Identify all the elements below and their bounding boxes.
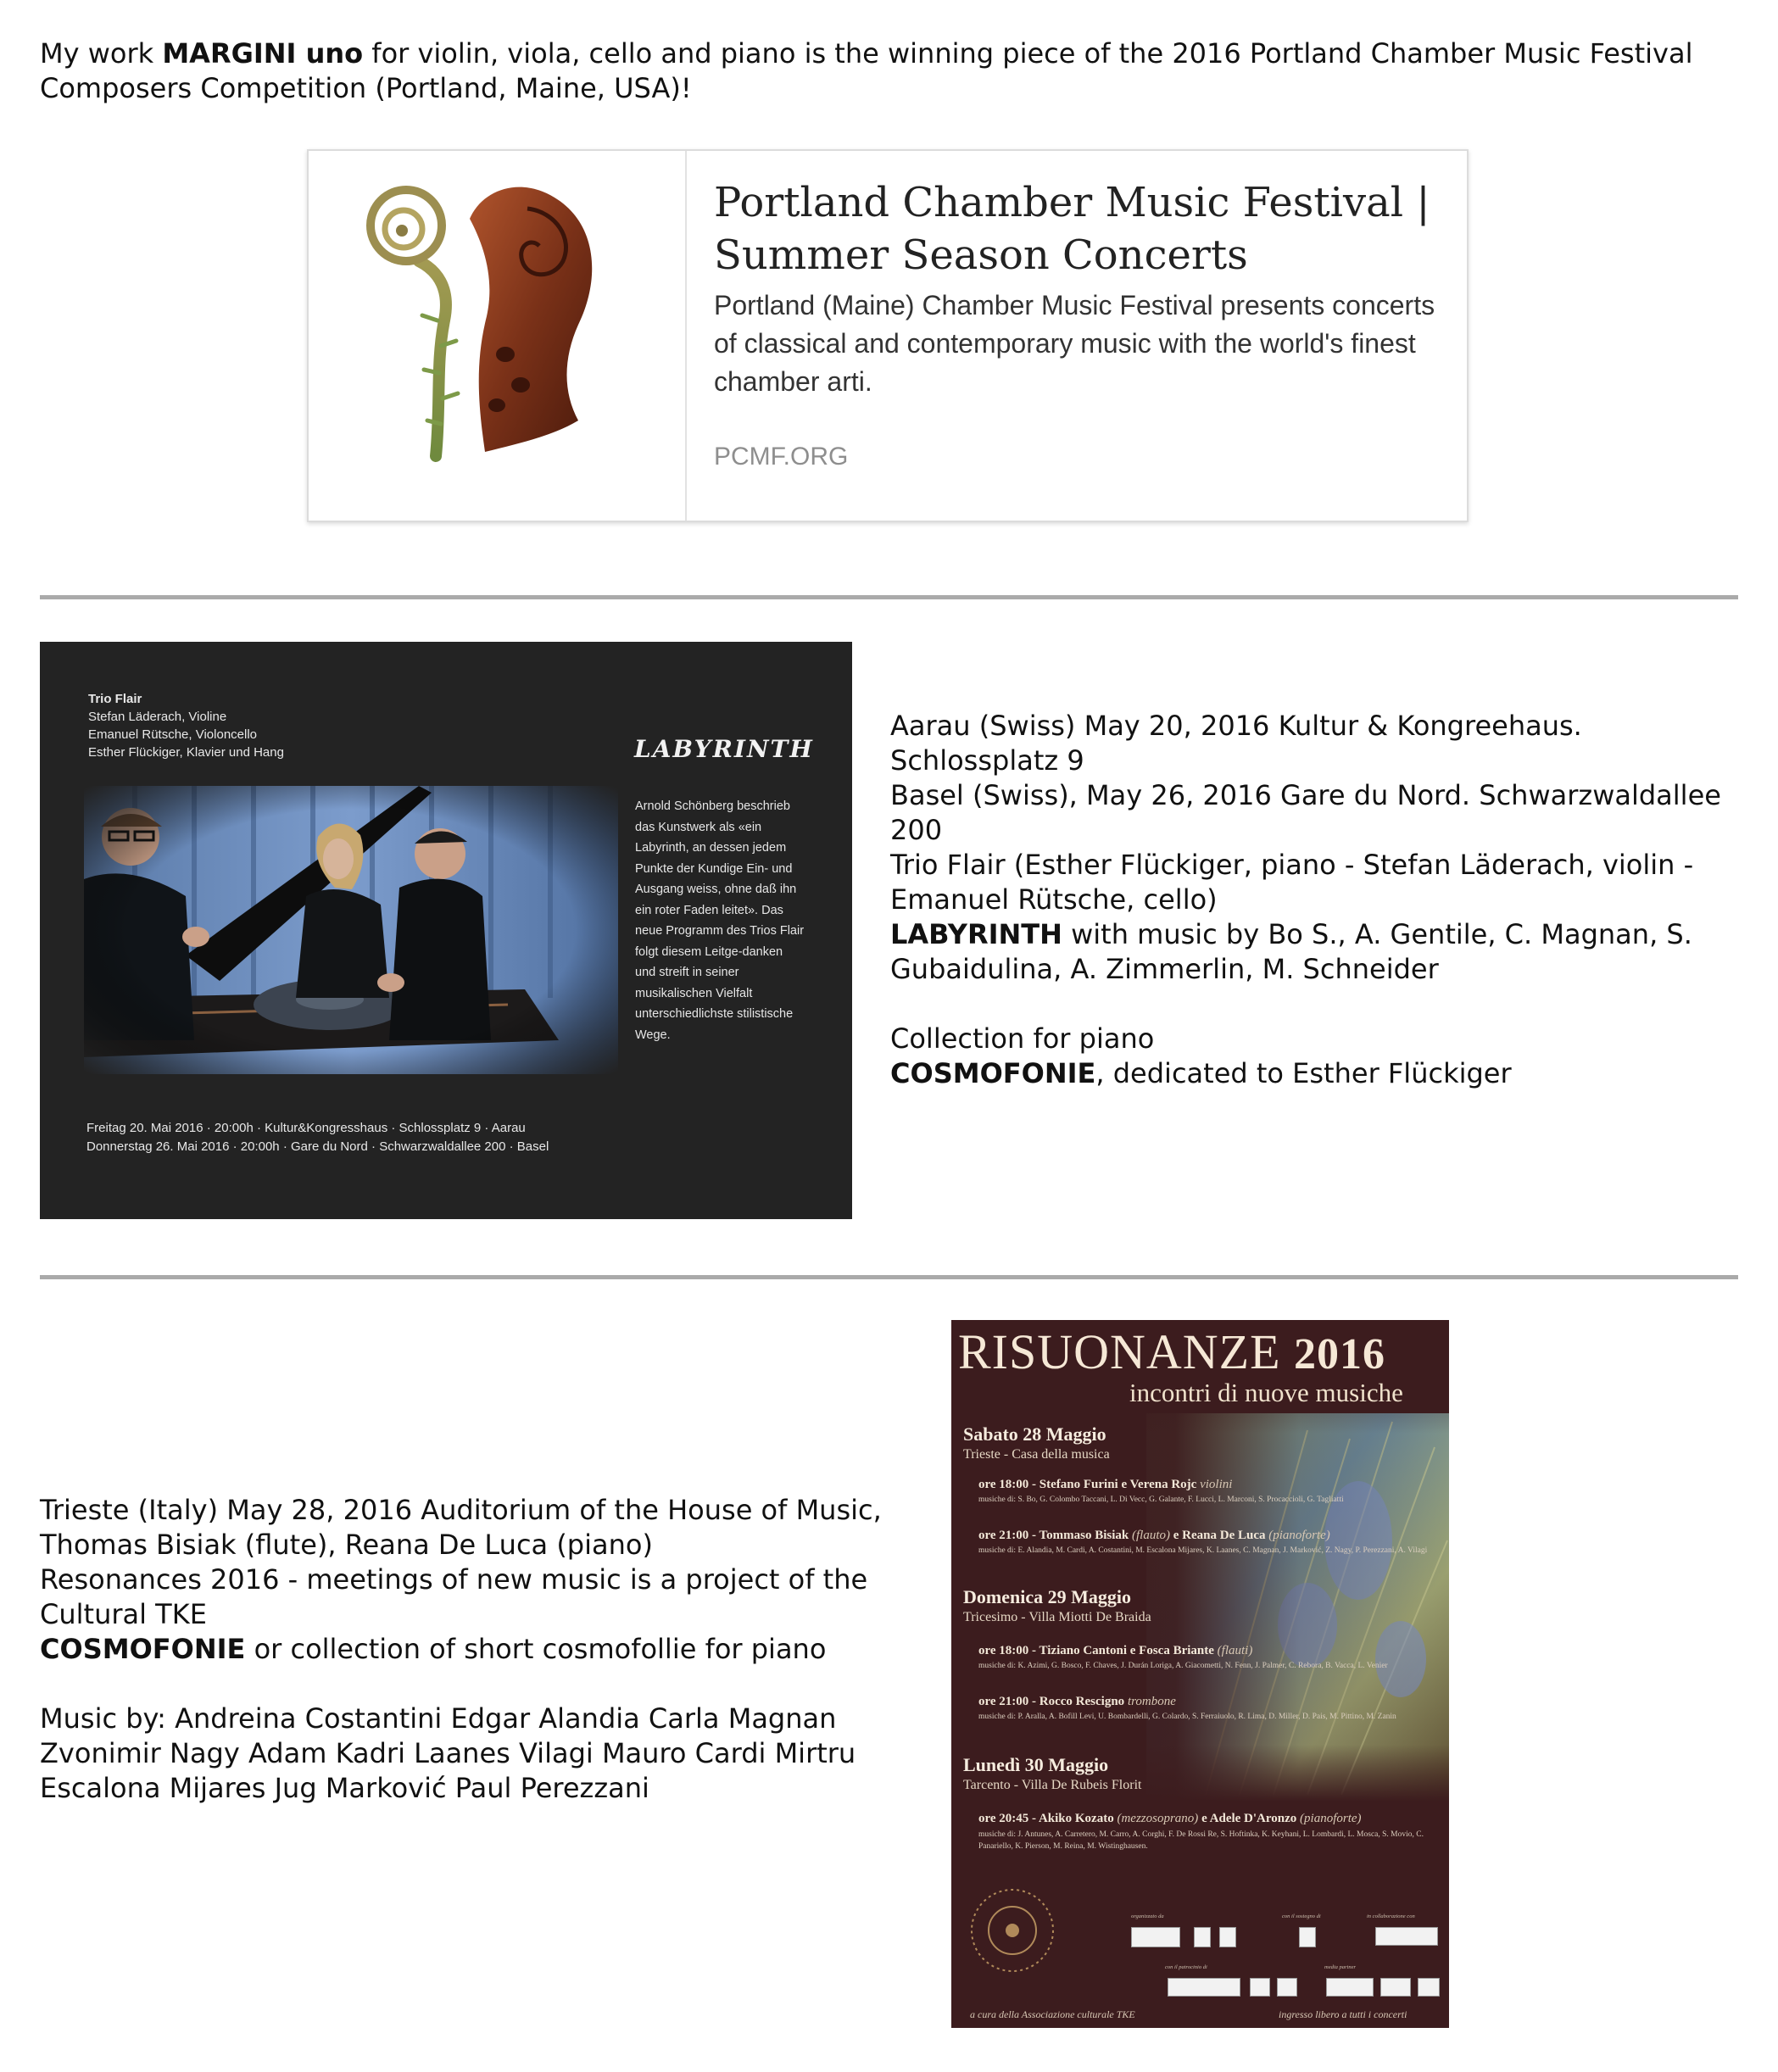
org-label-patrocinio: con il patrocinio di xyxy=(1165,1964,1207,1970)
program-line: LABYRINTH with music by Bo S., A. Gentile, C. Magnan, S. xyxy=(890,918,1692,950)
sponsor-logo-tke xyxy=(1131,1927,1180,1947)
cosmofonie-title: COSMOFONIE xyxy=(890,1057,1096,1089)
day-2-event-1-music: musiche di: K. Azimi, G. Bosco, F. Chaves, J. Durán Loriga, A. Giacometti, N. Fenn, J. Palmer, C. Rebora, B. Vacca, L. Venier xyxy=(978,1662,1388,1670)
pcmf-scroll-logo xyxy=(309,151,687,521)
dedication-line: COSMOFONIE, dedicated to Esther Flückiger xyxy=(890,1057,1512,1089)
member-3: Esther Flückiger, Klavier und Hang xyxy=(88,745,284,760)
music-by-line-2: Zvonimir Nagy Adam Kadri Laanes Vilagi Mauro Cardi Mirtru xyxy=(40,1737,856,1769)
risuonanze-subtitle: incontri di nuove musiche xyxy=(1129,1378,1403,1407)
risuonanze-title: RISUONANZE 2016 xyxy=(958,1324,1386,1379)
risuonanze-year: 2016 xyxy=(1294,1330,1386,1379)
pcmf-link-card[interactable] xyxy=(307,149,1469,522)
org-label-sostegno: con il sostegno di xyxy=(1282,1913,1321,1919)
org-label-collaborazione: in collaborazione con xyxy=(1367,1913,1415,1919)
day-2-event-1: ore 18:00 - Tiziano Cantoni e Fosca Briante (flauti) xyxy=(978,1644,1253,1657)
card-url[interactable]: PCMF.ORG xyxy=(714,443,849,471)
music-by-line-3: Escalona Mijares Jug Marković Paul Perezzani xyxy=(40,1772,649,1804)
poster-credits xyxy=(88,690,284,761)
day-2-title: Domenica 29 Maggio xyxy=(963,1586,1131,1607)
poster-dates xyxy=(86,1119,549,1156)
day-1-event-2-music: musiche di: E. Alandia, M. Cardi, A. Costantini, M. Escalona Mijares, K. Laanes, C. Magnan, J. Marković, Z. Nagy, P. Perezzani, A. Vilagi xyxy=(978,1546,1428,1555)
sponsor-logo-3 xyxy=(1277,1978,1297,1997)
intro-pre: My work xyxy=(40,37,163,70)
divider-1 xyxy=(40,595,1738,599)
day-3-venue: Tarcento - Villa De Rubeis Florit xyxy=(963,1778,1142,1792)
work-title-margini: MARGINI uno xyxy=(162,37,364,70)
concert-basel: Basel (Swiss), May 26, 2016 Gare du Nord. Schwarzwaldallee 200 xyxy=(890,779,1721,846)
org-label-media: media partner xyxy=(1324,1964,1357,1970)
day-1-venue: Trieste - Casa della musica xyxy=(963,1447,1110,1462)
day-2-venue: Tricesimo - Villa Miotti De Braida xyxy=(963,1610,1151,1624)
divider-2 xyxy=(40,1275,1738,1279)
day-1-event-2: ore 21:00 - Tommaso Bisiak (flauto) e Reana De Luca (pianoforte) xyxy=(978,1529,1330,1542)
day-3-title: Lunedì 30 Maggio xyxy=(963,1754,1109,1775)
day-3-event-1: ore 20:45 - Akiko Kozato (mezzosoprano) e Adele D'Aronzo (pianoforte) xyxy=(978,1812,1362,1825)
trio-photo xyxy=(84,786,618,1074)
sponsor-logo-comune-2 xyxy=(1219,1927,1236,1947)
resonances-line-2: Cultural TKE xyxy=(40,1598,207,1630)
music-by-line: Music by: Andreina Costantini Edgar Alandia Carla Magnan xyxy=(40,1702,837,1735)
card-description: Portland (Maine) Chamber Music Festival presents concerts of classical and contemporary music with the world's finest chamber arti. xyxy=(714,290,1435,397)
member-1: Stefan Läderach, Violine xyxy=(88,710,227,724)
performers-line: Trio Flair (Esther Flückiger, piano - Stefan Läderach, violin - xyxy=(890,849,1694,881)
risuonanze-poster xyxy=(951,1320,1449,2028)
date-basel: Donnerstag 26. Mai 2016 · 20:00h · Gare du Nord · Schwarzwaldallee 200 · Basel xyxy=(86,1139,549,1154)
intro-post: for violin, viola, cello and piano is the winning piece of the 2016 Portland Chamber Music Festival Composers Competition (Portland, Maine, USA)! xyxy=(40,37,1693,104)
sponsor-logo-5 xyxy=(1418,1978,1440,1997)
day-1-event-1: ore 18:00 - Stefano Furini e Verena Rojc violini xyxy=(978,1478,1233,1491)
collection-line: Collection for piano xyxy=(890,1022,1155,1055)
poster-footer-left: a cura della Associazione culturale TKE xyxy=(970,2008,1135,2020)
concert-trieste: Trieste (Italy) May 28, 2016 Auditorium of the House of Music, xyxy=(40,1494,882,1526)
section3-text xyxy=(40,1493,913,1806)
date-aarau: Freitag 20. Mai 2016 · 20:00h · Kultur&Kongresshaus · Schlossplatz 9 · Aarau xyxy=(86,1121,526,1135)
performers-trieste: Thomas Bisiak (flute), Reana De Luca (piano) xyxy=(40,1529,653,1561)
labyrinth-poster xyxy=(40,642,852,1219)
intro-paragraph xyxy=(40,36,1744,106)
sponsor-logo-comune-1 xyxy=(1194,1927,1211,1947)
day-2-event-2: ore 21:00 - Rocco Rescigno trombone xyxy=(978,1695,1176,1708)
card-title: Portland Chamber Music Festival | Summer Season Concerts xyxy=(714,179,1430,279)
org-label-organizzato: organizzato da xyxy=(1131,1913,1164,1919)
poster-footer-right: ingresso libero a tutti i concerti xyxy=(1279,2008,1407,2020)
cosmofonie-title-2: COSMOFONIE xyxy=(40,1633,246,1665)
sponsor-logo-patrocinio xyxy=(1168,1978,1240,1997)
poster-paragraph: Arnold Schönberg beschrieb das Kunstwerk als «ein Labyrinth, an dessen jedem Punkte der Kundige Ein- und Ausgang weiss, ohne daß ihn ein roter Faden leitet». Das neue Programm des Trios Flair folgt diesem Leitge-danken und streift in seiner musikalischen Vielfalt unterschiedlichste stilistische Wege. xyxy=(635,799,805,1042)
section2-text xyxy=(890,709,1747,1091)
ensemble-name: Trio Flair xyxy=(88,692,142,706)
sponsor-logo-collab xyxy=(1375,1927,1438,1946)
day-2-event-2-music: musiche di: P. Aralla, A. Bofill Levi, U. Bombardelli, G. Colardo, S. Ferraiuolo, R. Lima, D. Miller, D. Pais, M. Pittino, M. Zanin xyxy=(978,1713,1396,1721)
poster-title: LABYRINTH xyxy=(634,735,814,763)
sponsor-logo-2 xyxy=(1250,1978,1270,1997)
day-3-event-1-music: musiche di: J. Antunes, A. Carretero, M. Carro, A. Corghi, F. De Rossi Re, S. Hoftinka, K. Keyhani, L. Lombardi, L. Mosca, S. Movio, C. Panariello, K. Pierson, M. Reina, M. Wistinghausen. xyxy=(978,1830,1424,1851)
member-2: Emanuel Rütsche, Violoncello xyxy=(88,727,258,742)
sponsor-logo-radio xyxy=(1326,1978,1374,1997)
program-title: LABYRINTH xyxy=(890,918,1062,950)
resonances-line: Resonances 2016 - meetings of new music is a project of the xyxy=(40,1563,868,1596)
performers-line-2: Emanuel Rütsche, cello) xyxy=(890,883,1218,916)
concert-aarau: Aarau (Swiss) May 20, 2016 Kultur & Kongreehaus. Schlossplatz 9 xyxy=(890,710,1582,777)
cosmofonie-line: COSMOFONIE or collection of short cosmofollie for piano xyxy=(40,1633,827,1665)
sponsor-logo-provincia xyxy=(1299,1927,1316,1947)
day-1-event-1-music: musiche di: S. Bo, G. Colombo Taccani, L. Di Vecc, G. Galante, F. Lucci, L. Marconi, S. Procaccioli, G. Tagliatti xyxy=(978,1496,1344,1504)
composers-line: Gubaidulina, A. Zimmerlin, M. Schneider xyxy=(890,953,1439,985)
day-1-title: Sabato 28 Maggio xyxy=(963,1423,1106,1445)
sponsor-logo-4 xyxy=(1380,1978,1411,1997)
